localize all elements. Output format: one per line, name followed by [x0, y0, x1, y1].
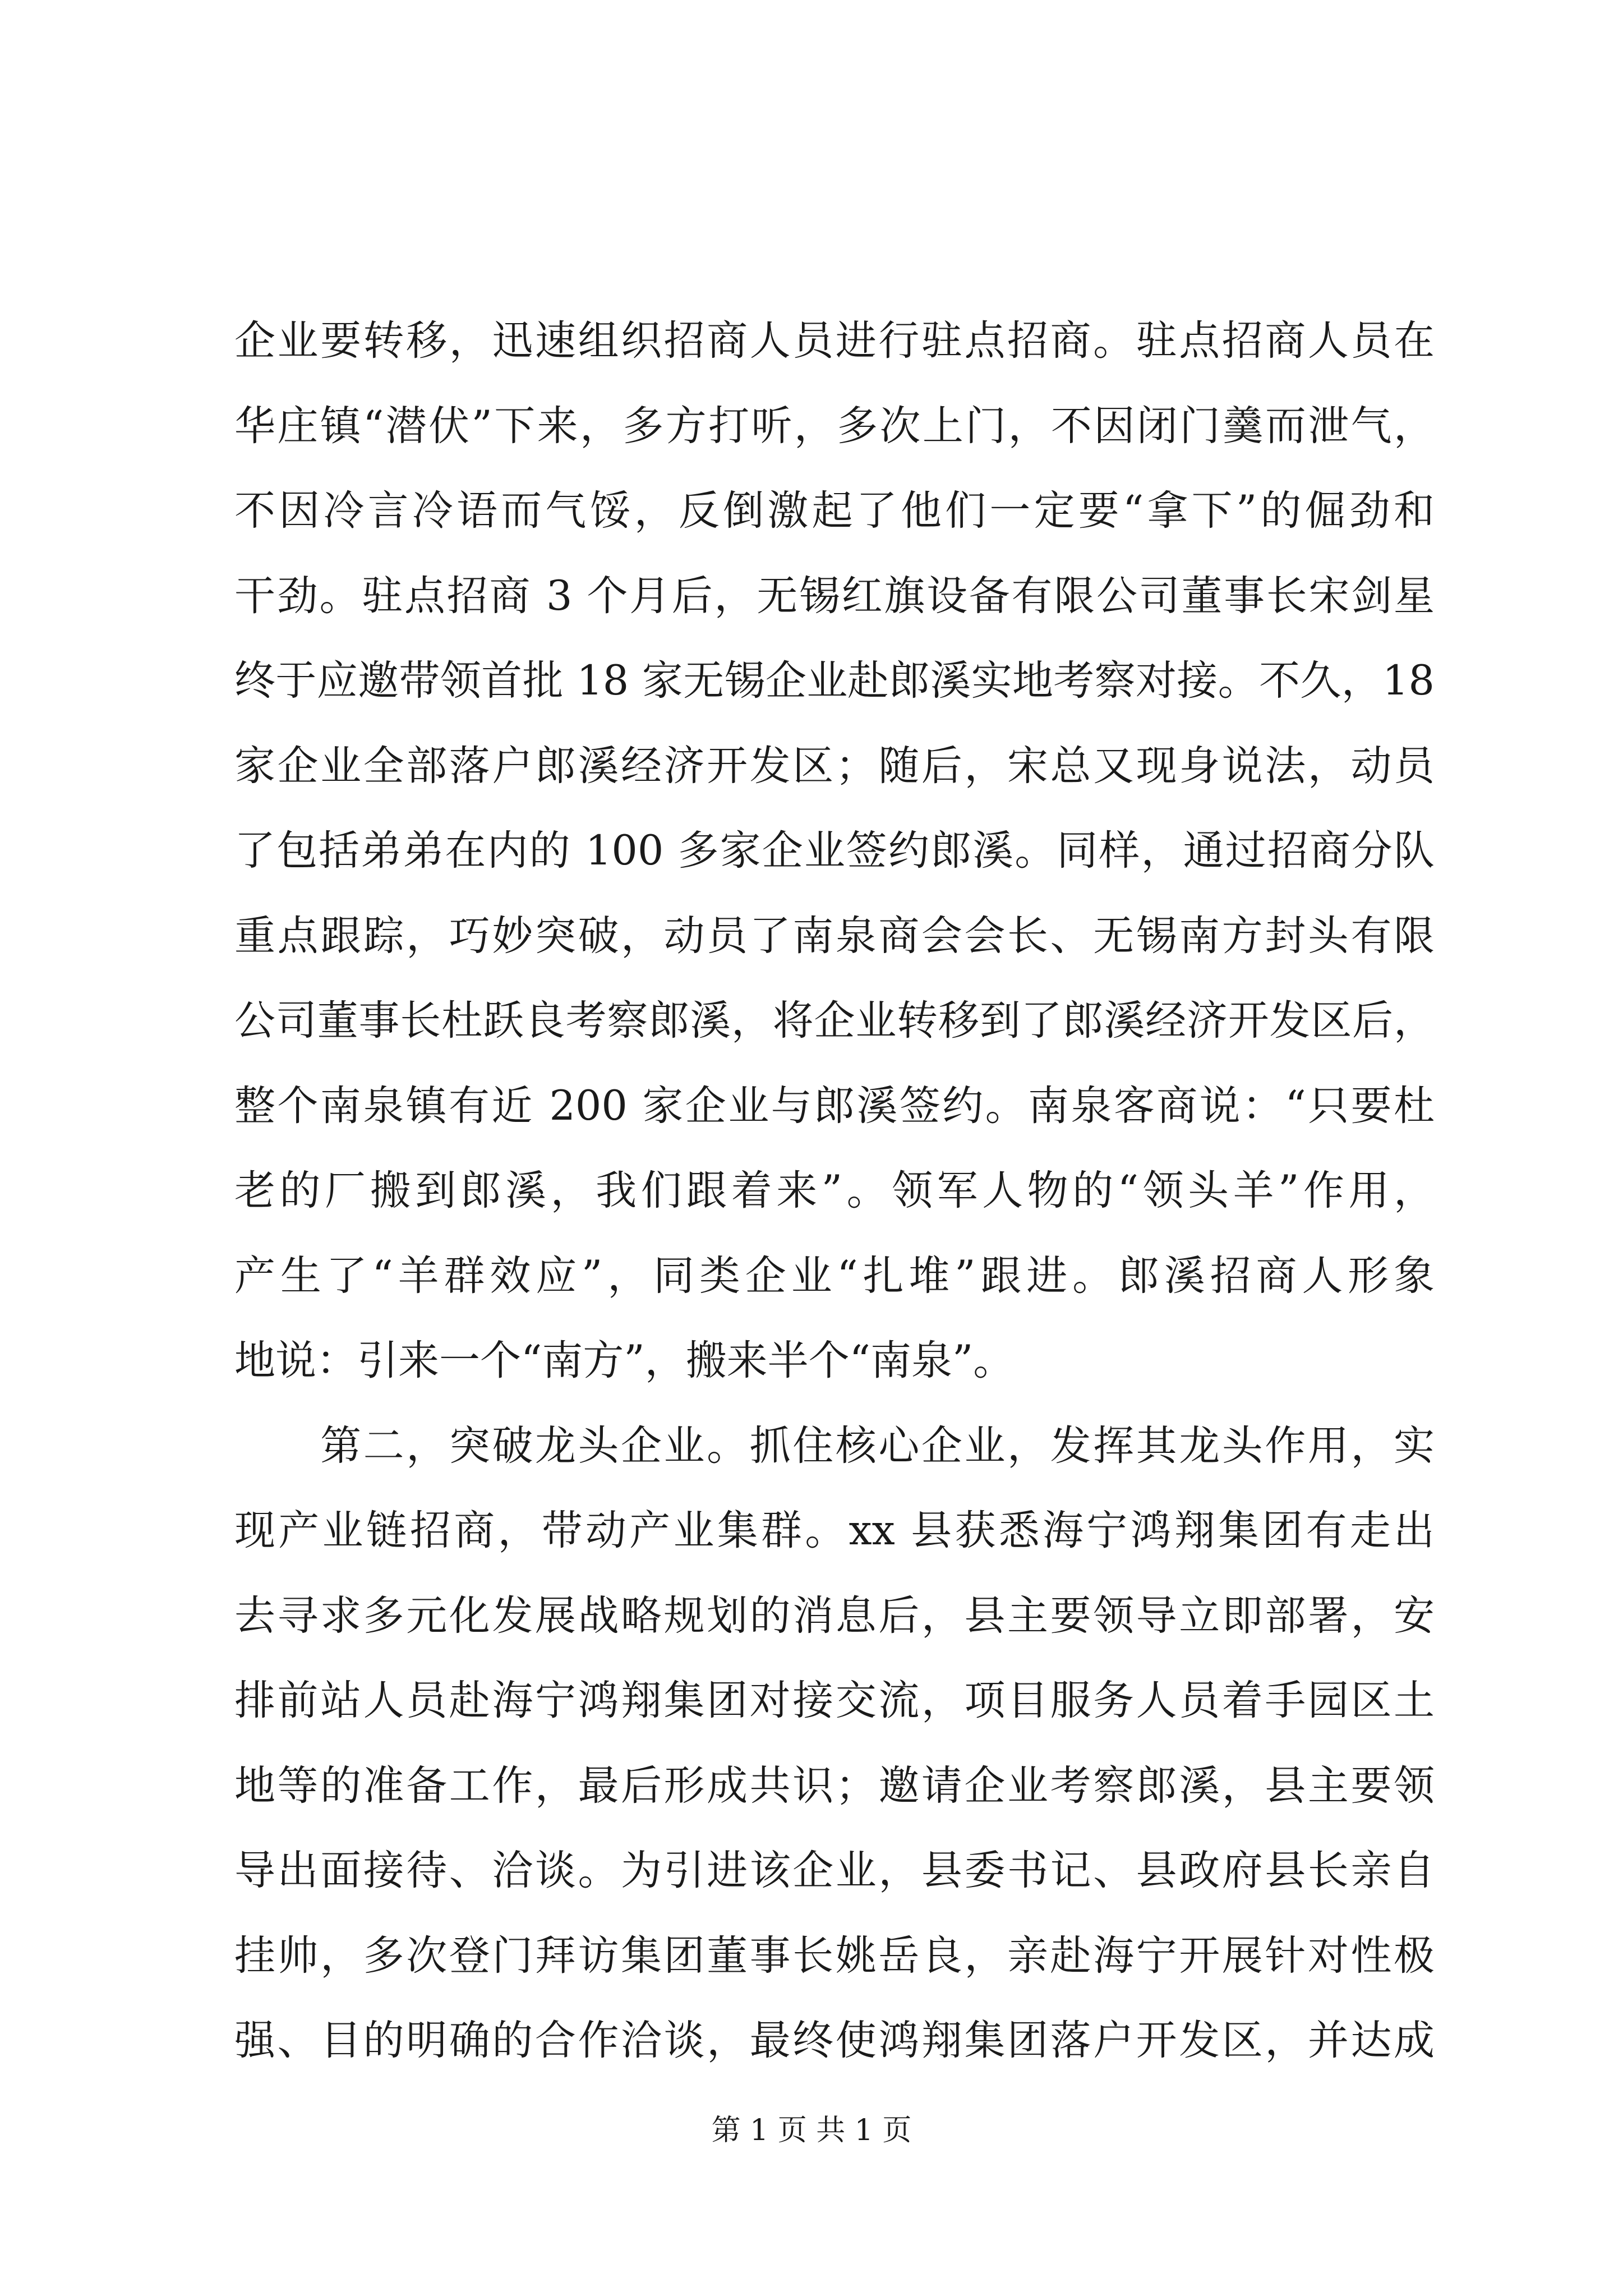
text-line: 老的厂搬到郎溪，我们跟着来”。领军人物的“领头羊”作用， — [234, 1167, 1435, 1214]
text-line: 华庄镇“潜伏”下来，多方打听，多次上门，不因闭门羹而泄气， — [234, 402, 1435, 450]
text-line: 家企业全部落户郎溪经济开发区；随后，宋总又现身说法，动员 — [234, 742, 1435, 790]
text-line: 终于应邀带领首批 18 家无锡企业赴郎溪实地考察对接。不久，18 — [234, 657, 1435, 705]
text-line: 排前站人员赴海宁鸿翔集团对接交流，项目服务人员着手园区土 — [234, 1677, 1435, 1724]
text-line: 地说：引来一个“南方”，搬来半个“南泉”。 — [234, 1337, 1015, 1384]
body-text — [234, 298, 1435, 2083]
text-line: 不因冷言冷语而气馁，反倒激起了他们一定要“拿下”的倔劲和 — [234, 487, 1435, 535]
text-line: 公司董事长杜跃良考察郎溪，将企业转移到了郎溪经济开发区后， — [234, 997, 1435, 1045]
text-line: 干劲。驻点招商 3 个月后，无锡红旗设备有限公司董事长宋剑星 — [234, 572, 1435, 620]
text-line: 重点跟踪，巧妙突破，动员了南泉商会会长、无锡南方封头有限 — [234, 912, 1435, 960]
text-line: 强、目的明确的合作洽谈，最终使鸿翔集团落户开发区，并达成 — [234, 2017, 1435, 2064]
text-line: 第二，突破龙头企业。抓住核心企业，发挥其龙头作用，实 — [234, 1421, 1435, 1470]
text-line: 整个南泉镇有近 200 家企业与郎溪签约。南泉客商说：“只要杜 — [234, 1082, 1435, 1130]
text-line: 企业要转移，迅速组织招商人员进行驻点招商。驻点招商人员在 — [234, 317, 1435, 365]
text-line: 导出面接待、洽谈。为引进该企业，县委书记、县政府县长亲自 — [234, 1847, 1435, 1894]
text-line: 产生了“羊群效应”，同类企业“扎堆”跟进。郎溪招商人形象 — [234, 1251, 1435, 1300]
text-line: 去寻求多元化发展战略规划的消息后，县主要领导立即部署，安 — [234, 1591, 1435, 1640]
text-line: 地等的准备工作，最后形成共识；邀请企业考察郎溪，县主要领 — [234, 1761, 1435, 1810]
page-footer: 第 1 页 共 1 页 — [711, 2114, 912, 2147]
text-line: 挂帅，多次登门拜访集团董事长姚岳良，亲赴海宁开展针对性极 — [234, 1931, 1435, 1980]
text-line: 了包括弟弟在内的 100 多家企业签约郎溪。同样，通过招商分队 — [234, 827, 1435, 875]
text-line: 现产业链招商，带动产业集群。xx 县获悉海宁鸿翔集团有走出 — [234, 1507, 1435, 1554]
